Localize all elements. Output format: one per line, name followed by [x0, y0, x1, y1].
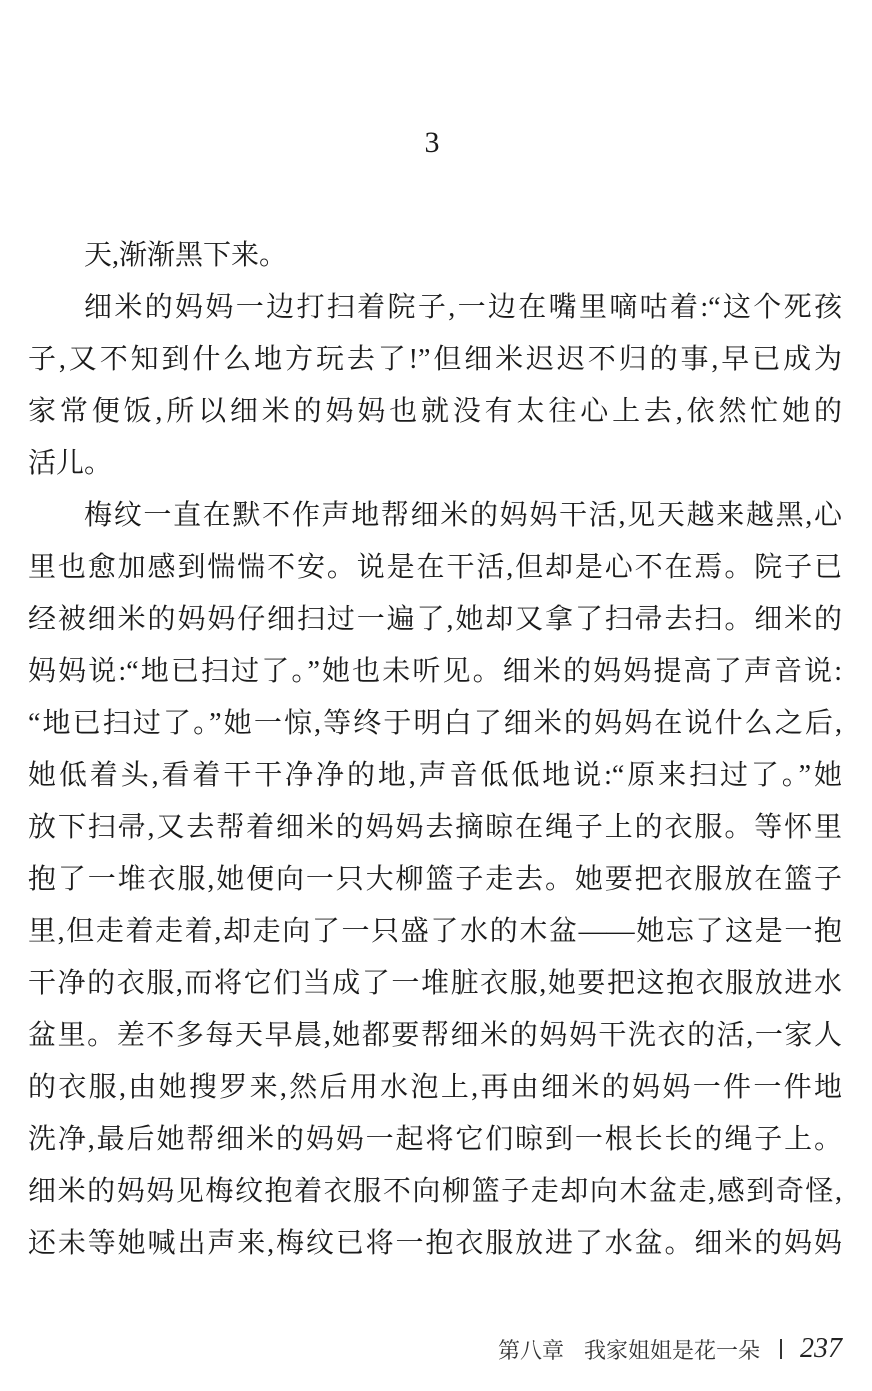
- page-number: 237: [800, 1333, 842, 1364]
- text-line: 梅纹一直在默不作声地帮细米的妈妈干活,见天越来越黑,心: [84, 500, 842, 531]
- text-line: 干净的衣服,而将它们当成了一堆脏衣服,她要把这抱衣服放进水: [28, 968, 842, 999]
- paragraph: [28, 282, 842, 490]
- text-line: 天,渐渐黑下来。: [84, 240, 288, 271]
- page-footer: [498, 1333, 842, 1365]
- text-line: 盆里。差不多每天早晨,她都要帮细米的妈妈干洗衣的活,一家人: [28, 1020, 842, 1051]
- paragraph: [28, 230, 842, 282]
- text-line: 细米的妈妈见梅纹抱着衣服不向柳篮子走却向木盆走,感到奇怪,: [28, 1176, 842, 1207]
- text-line: 放下扫帚,又去帮着细米的妈妈去摘晾在绳子上的衣服。等怀里: [28, 812, 842, 843]
- text-line: 家常便饭,所以细米的妈妈也就没有太往心上去,依然忙她的: [28, 396, 842, 427]
- chapter-label: 第八章: [497, 1337, 564, 1363]
- text-line: 洗净,最后她帮细米的妈妈一起将它们晾到一根长长的绳子上。: [28, 1124, 842, 1155]
- text-line: 还未等她喊出声来,梅纹已将一抱衣服放进了水盆。细米的妈妈: [28, 1228, 842, 1259]
- footer-divider: [780, 1339, 782, 1359]
- text-line: 里也愈加感到惴惴不安。说是在干活,但却是心不在焉。院子已: [28, 552, 842, 583]
- chapter-title: 我家姐姐是花一朵: [583, 1337, 760, 1363]
- text-line: 里,但走着走着,却走向了一只盛了水的木盆——她忘了这是一抱: [28, 916, 842, 947]
- text-line: 子,又不知到什么地方玩去了!”但细米迟迟不归的事,早已成为: [28, 344, 842, 375]
- paragraph: [28, 490, 842, 1270]
- text-line: “地已扫过了。”她一惊,等终于明白了细米的妈妈在说什么之后,: [28, 708, 842, 739]
- text-line: 活儿。: [28, 448, 113, 479]
- text-line: 细米的妈妈一边打扫着院子,一边在嘴里嘀咕着:“这个死孩: [84, 292, 842, 323]
- text-line: 经被细米的妈妈仔细扫过一遍了,她却又拿了扫帚去扫。细米的: [28, 604, 842, 635]
- text-line: 抱了一堆衣服,她便向一只大柳篮子走去。她要把衣服放在篮子: [28, 864, 842, 895]
- text-line: 她低着头,看着干干净净的地,声音低低地说:“原来扫过了。”她: [28, 760, 842, 791]
- text-line: 妈妈说:“地已扫过了。”她也未听见。细米的妈妈提高了声音说:: [28, 656, 842, 687]
- section-number: 3: [424, 126, 440, 159]
- text-line: 的衣服,由她搜罗来,然后用水泡上,再由细米的妈妈一件一件地: [28, 1072, 842, 1103]
- body-text: [28, 230, 842, 1270]
